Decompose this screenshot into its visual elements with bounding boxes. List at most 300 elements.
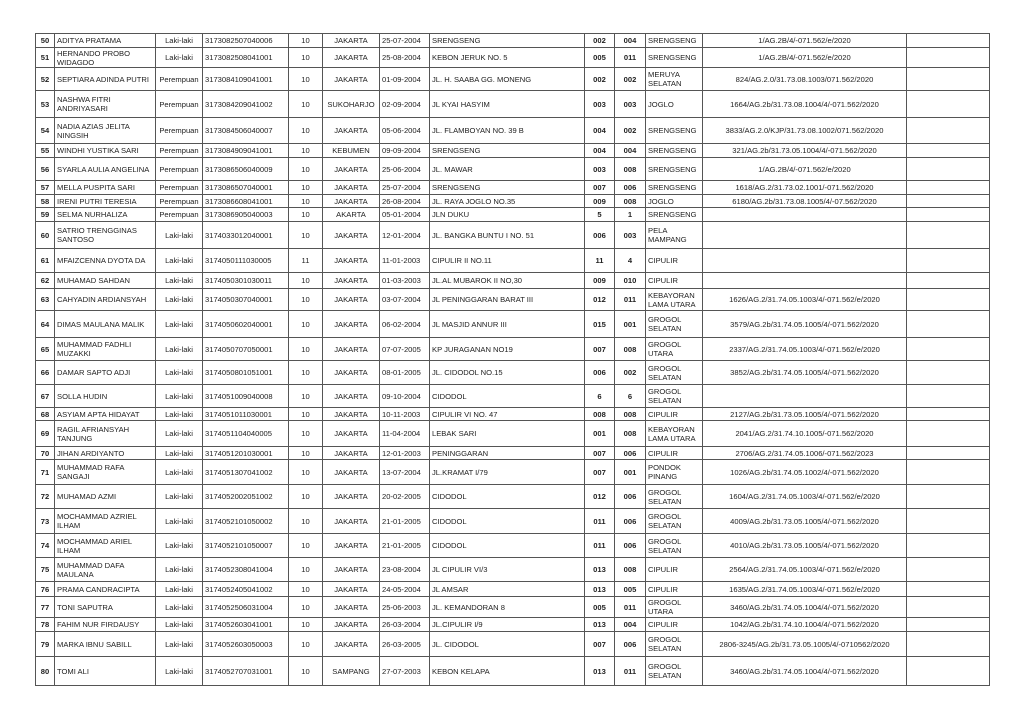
cell-nik: 3174050801051001: [203, 361, 289, 385]
cell-document-number: [703, 273, 907, 289]
cell-birth-place: JAKARTA: [323, 338, 380, 361]
cell-row-number: 58: [36, 195, 55, 208]
cell-birth-date: 01-03-2003: [380, 273, 430, 289]
cell-notes: [907, 195, 990, 208]
cell-gender: Laki-laki: [156, 34, 203, 48]
cell-birth-date: 09-10-2004: [380, 385, 430, 408]
cell-kelurahan: GROGOL SELATAN: [646, 385, 703, 408]
cell-row-number: 65: [36, 338, 55, 361]
cell-kelurahan: SRENGSENG: [646, 144, 703, 158]
cell-grade: 10: [289, 158, 323, 181]
cell-document-number: 1635/AG.2/31.74.05.1003/4/-071.562/e/2020: [703, 582, 907, 597]
cell-rt: 007: [585, 632, 615, 657]
cell-birth-place: JAKARTA: [323, 158, 380, 181]
cell-rw: 003: [615, 222, 646, 249]
cell-birth-place: JAKARTA: [323, 385, 380, 408]
cell-gender: Perempuan: [156, 91, 203, 118]
cell-birth-place: JAKARTA: [323, 118, 380, 144]
cell-row-number: 54: [36, 118, 55, 144]
cell-document-number: 3833/AG.2.0/KJP/31.73.08.1002/071.562/2020: [703, 118, 907, 144]
table-row: [36, 408, 990, 421]
table-row: [36, 485, 990, 509]
cell-grade: 10: [289, 273, 323, 289]
cell-document-number: 321/AG.2b/31.73.05.1004/4/-071.562/2020: [703, 144, 907, 158]
cell-row-number: 79: [36, 632, 55, 657]
cell-row-number: 59: [36, 208, 55, 222]
cell-nik: 3173084506040007: [203, 118, 289, 144]
cell-document-number: 6180/AG.2b/31.73.08.1005/4/-07.562/2020: [703, 195, 907, 208]
cell-address: JL. BANGKA BUNTU I NO. 51: [430, 222, 585, 249]
cell-kelurahan: SRENGSENG: [646, 158, 703, 181]
cell-row-number: 77: [36, 597, 55, 618]
cell-rw: 004: [615, 144, 646, 158]
cell-birth-date: 12-01-2004: [380, 222, 430, 249]
table-row: [36, 68, 990, 91]
cell-kelurahan: KEBAYORAN LAMA UTARA: [646, 421, 703, 447]
cell-address: JL.AL MUBAROK II NO,30: [430, 273, 585, 289]
cell-gender: Perempuan: [156, 195, 203, 208]
cell-row-number: 52: [36, 68, 55, 91]
cell-birth-date: 13-07-2004: [380, 460, 430, 485]
cell-address: JL CIPULIR VI/3: [430, 558, 585, 582]
cell-nik: 3173086608041001: [203, 195, 289, 208]
cell-kelurahan: GROGOL SELATAN: [646, 509, 703, 534]
cell-student-name: MFAIZCENNA DYOTA DA: [55, 249, 156, 273]
cell-birth-place: JAKARTA: [323, 289, 380, 311]
cell-grade: 10: [289, 408, 323, 421]
cell-gender: Laki-laki: [156, 657, 203, 686]
cell-birth-place: JAKARTA: [323, 582, 380, 597]
cell-gender: Perempuan: [156, 68, 203, 91]
cell-address: SRENGSENG: [430, 144, 585, 158]
cell-gender: Laki-laki: [156, 48, 203, 68]
cell-row-number: 68: [36, 408, 55, 421]
cell-grade: 10: [289, 460, 323, 485]
cell-row-number: 56: [36, 158, 55, 181]
cell-rt: 6: [585, 385, 615, 408]
cell-kelurahan: CIPULIR: [646, 618, 703, 632]
cell-grade: 10: [289, 34, 323, 48]
cell-address: JL. CIDODOL NO.15: [430, 361, 585, 385]
cell-notes: [907, 222, 990, 249]
cell-rt: 003: [585, 91, 615, 118]
cell-birth-date: 10-11-2003: [380, 408, 430, 421]
cell-gender: Laki-laki: [156, 421, 203, 447]
cell-row-number: 78: [36, 618, 55, 632]
cell-notes: [907, 158, 990, 181]
cell-gender: Perempuan: [156, 181, 203, 195]
cell-notes: [907, 91, 990, 118]
cell-birth-place: JAKARTA: [323, 509, 380, 534]
cell-address: JL.KRAMAT I/79: [430, 460, 585, 485]
cell-grade: 10: [289, 338, 323, 361]
cell-gender: Perempuan: [156, 144, 203, 158]
cell-document-number: [703, 249, 907, 273]
cell-birth-place: JAKARTA: [323, 632, 380, 657]
cell-rt: 001: [585, 421, 615, 447]
cell-notes: [907, 597, 990, 618]
cell-document-number: [703, 385, 907, 408]
cell-rw: 006: [615, 632, 646, 657]
cell-grade: 10: [289, 208, 323, 222]
cell-birth-place: JAKARTA: [323, 618, 380, 632]
cell-birth-date: 01-09-2004: [380, 68, 430, 91]
cell-address: KEBON KELAPA: [430, 657, 585, 686]
cell-kelurahan: CIPULIR: [646, 273, 703, 289]
cell-document-number: 1/AG.2B/4/-071.562/e/2020: [703, 48, 907, 68]
cell-rw: 008: [615, 558, 646, 582]
cell-kelurahan: CIPULIR: [646, 447, 703, 460]
table-row: [36, 34, 990, 48]
cell-rw: 002: [615, 68, 646, 91]
cell-birth-place: JAKARTA: [323, 68, 380, 91]
cell-birth-date: 26-03-2004: [380, 618, 430, 632]
cell-rw: 002: [615, 118, 646, 144]
cell-rw: 001: [615, 460, 646, 485]
cell-document-number: 3460/AG.2b/31.74.05.1004/4/-071.562/2020: [703, 657, 907, 686]
cell-address: PENINGGARAN: [430, 447, 585, 460]
cell-document-number: 1/AG.2B/4/-071.562/e/2020: [703, 34, 907, 48]
cell-document-number: 1042/AG.2b/31.74.10.1004/4/-071.562/2020: [703, 618, 907, 632]
cell-kelurahan: SRENGSENG: [646, 208, 703, 222]
cell-rw: 6: [615, 385, 646, 408]
cell-birth-place: AKARTA: [323, 208, 380, 222]
cell-rt: 015: [585, 311, 615, 338]
table-row: [36, 597, 990, 618]
cell-nik: 3174051009040008: [203, 385, 289, 408]
cell-notes: [907, 558, 990, 582]
cell-document-number: 4009/AG.2b/31.73.05.1005/4/-071.562/2020: [703, 509, 907, 534]
cell-kelurahan: SRENGSENG: [646, 34, 703, 48]
cell-kelurahan: CIPULIR: [646, 582, 703, 597]
cell-grade: 10: [289, 421, 323, 447]
cell-gender: Laki-laki: [156, 618, 203, 632]
cell-notes: [907, 273, 990, 289]
cell-kelurahan: CIPULIR: [646, 558, 703, 582]
cell-address: CIDODOL: [430, 534, 585, 558]
cell-student-name: MUHAMAD SAHDAN: [55, 273, 156, 289]
cell-birth-place: JAKARTA: [323, 534, 380, 558]
cell-kelurahan: GROGOL SELATAN: [646, 534, 703, 558]
cell-student-name: HERNANDO PROBO WIDAGDO: [55, 48, 156, 68]
cell-row-number: 50: [36, 34, 55, 48]
cell-birth-date: 26-08-2004: [380, 195, 430, 208]
cell-nik: 3174050301030011: [203, 273, 289, 289]
cell-student-name: MOCHAMMAD ARIEL ILHAM: [55, 534, 156, 558]
cell-kelurahan: GROGOL SELATAN: [646, 311, 703, 338]
cell-grade: 10: [289, 91, 323, 118]
cell-rt: 013: [585, 657, 615, 686]
cell-kelurahan: GROGOL UTARA: [646, 338, 703, 361]
cell-row-number: 66: [36, 361, 55, 385]
cell-rt: 009: [585, 273, 615, 289]
cell-gender: Laki-laki: [156, 509, 203, 534]
table-row: [36, 289, 990, 311]
cell-row-number: 60: [36, 222, 55, 249]
cell-document-number: 3579/AG.2b/31.74.05.1005/4/-071.562/2020: [703, 311, 907, 338]
cell-nik: 3173084209041002: [203, 91, 289, 118]
cell-student-name: MARKA IBNU SABILL: [55, 632, 156, 657]
table-row: [36, 421, 990, 447]
cell-row-number: 53: [36, 91, 55, 118]
cell-notes: [907, 485, 990, 509]
cell-rw: 010: [615, 273, 646, 289]
cell-rt: 002: [585, 34, 615, 48]
cell-student-name: ADITYA PRATAMA: [55, 34, 156, 48]
cell-birth-date: 05-06-2004: [380, 118, 430, 144]
cell-nik: 3173084909041001: [203, 144, 289, 158]
cell-gender: Laki-laki: [156, 222, 203, 249]
cell-row-number: 69: [36, 421, 55, 447]
cell-rt: 002: [585, 68, 615, 91]
cell-address: JL. CIDODOL: [430, 632, 585, 657]
cell-grade: 10: [289, 447, 323, 460]
cell-address: JL MASJID ANNUR III: [430, 311, 585, 338]
cell-address: CIPULIR II NO.11: [430, 249, 585, 273]
cell-student-name: SEPTIARA ADINDA PUTRI: [55, 68, 156, 91]
cell-row-number: 67: [36, 385, 55, 408]
cell-birth-place: JAKARTA: [323, 421, 380, 447]
table-row: [36, 460, 990, 485]
cell-rw: 011: [615, 48, 646, 68]
cell-row-number: 75: [36, 558, 55, 582]
cell-birth-date: 06-02-2004: [380, 311, 430, 338]
cell-notes: [907, 118, 990, 144]
cell-birth-place: JAKARTA: [323, 195, 380, 208]
cell-row-number: 57: [36, 181, 55, 195]
cell-notes: [907, 618, 990, 632]
cell-row-number: 72: [36, 485, 55, 509]
cell-birth-date: 21-01-2005: [380, 534, 430, 558]
cell-nik: 3173086905040003: [203, 208, 289, 222]
cell-grade: 10: [289, 361, 323, 385]
cell-kelurahan: GROGOL SELATAN: [646, 657, 703, 686]
cell-student-name: SATRIO TRENGGINAS SANTOSO: [55, 222, 156, 249]
table-row: [36, 657, 990, 686]
cell-address: JL PENINGGARAN BARAT III: [430, 289, 585, 311]
cell-notes: [907, 385, 990, 408]
cell-gender: Perempuan: [156, 118, 203, 144]
cell-row-number: 74: [36, 534, 55, 558]
cell-rw: 002: [615, 361, 646, 385]
cell-rw: 008: [615, 158, 646, 181]
cell-student-name: CAHYADIN ARDIANSYAH: [55, 289, 156, 311]
cell-student-name: WINDHI YUSTIKA SARI: [55, 144, 156, 158]
cell-kelurahan: CIPULIR: [646, 408, 703, 421]
cell-rw: 005: [615, 582, 646, 597]
cell-notes: [907, 582, 990, 597]
cell-document-number: 2806-3245/AG.2b/31.73.05.1005/4/-0710562/2020: [703, 632, 907, 657]
cell-student-name: SOLLA HUDIN: [55, 385, 156, 408]
cell-grade: 10: [289, 195, 323, 208]
cell-address: CIPULIR VI NO. 47: [430, 408, 585, 421]
cell-birth-place: JAKARTA: [323, 48, 380, 68]
cell-birth-date: 20-02-2005: [380, 485, 430, 509]
table-row: [36, 385, 990, 408]
cell-grade: 10: [289, 68, 323, 91]
cell-birth-place: JAKARTA: [323, 408, 380, 421]
table-row: [36, 158, 990, 181]
cell-nik: 3174052308041004: [203, 558, 289, 582]
cell-notes: [907, 509, 990, 534]
cell-rw: 011: [615, 597, 646, 618]
cell-nik: 3173086506040009: [203, 158, 289, 181]
cell-gender: Perempuan: [156, 208, 203, 222]
cell-kelurahan: MERUYA SELATAN: [646, 68, 703, 91]
cell-grade: 10: [289, 534, 323, 558]
cell-birth-place: SAMPANG: [323, 657, 380, 686]
cell-address: JLN DUKU: [430, 208, 585, 222]
cell-address: KP JURAGANAN NO19: [430, 338, 585, 361]
cell-document-number: 1626/AG.2/31.74.05.1003/4/-071.562/e/2020: [703, 289, 907, 311]
cell-notes: [907, 48, 990, 68]
cell-kelurahan: GROGOL SELATAN: [646, 361, 703, 385]
cell-birth-place: JAKARTA: [323, 249, 380, 273]
cell-notes: [907, 632, 990, 657]
cell-grade: 10: [289, 597, 323, 618]
cell-gender: Laki-laki: [156, 460, 203, 485]
cell-rt: 006: [585, 222, 615, 249]
cell-address: JL AMSAR: [430, 582, 585, 597]
cell-nik: 3174050707050001: [203, 338, 289, 361]
cell-address: JL. H. SAABA GG. MONENG: [430, 68, 585, 91]
cell-row-number: 76: [36, 582, 55, 597]
cell-rt: 012: [585, 485, 615, 509]
table-row: [36, 249, 990, 273]
cell-nik: 3174050307040001: [203, 289, 289, 311]
table-row: [36, 195, 990, 208]
cell-address: CIDODOL: [430, 385, 585, 408]
cell-row-number: 64: [36, 311, 55, 338]
cell-kelurahan: PELA MAMPANG: [646, 222, 703, 249]
cell-grade: 11: [289, 249, 323, 273]
cell-rt: 013: [585, 558, 615, 582]
cell-document-number: 2564/AG.2/31.74.05.1003/4/-071.562/e/2020: [703, 558, 907, 582]
cell-student-name: MUHAMMAD RAFA SANGAJI: [55, 460, 156, 485]
cell-rt: 008: [585, 408, 615, 421]
cell-nik: 3173084109041001: [203, 68, 289, 91]
cell-student-name: MELLA PUSPITA SARI: [55, 181, 156, 195]
cell-row-number: 63: [36, 289, 55, 311]
cell-notes: [907, 338, 990, 361]
cell-row-number: 51: [36, 48, 55, 68]
cell-birth-date: 21-01-2005: [380, 509, 430, 534]
cell-document-number: 3460/AG.2b/31.74.05.1004/4/-071.562/2020: [703, 597, 907, 618]
cell-gender: Laki-laki: [156, 597, 203, 618]
cell-rw: 001: [615, 311, 646, 338]
cell-nik: 3173082508041001: [203, 48, 289, 68]
cell-address: SRENGSENG: [430, 181, 585, 195]
cell-birth-place: JAKARTA: [323, 597, 380, 618]
cell-student-name: JIHAN ARDIYANTO: [55, 447, 156, 460]
cell-rw: 006: [615, 447, 646, 460]
table-row: [36, 338, 990, 361]
cell-birth-place: JAKARTA: [323, 485, 380, 509]
cell-kelurahan: SRENGSENG: [646, 118, 703, 144]
cell-birth-place: JAKARTA: [323, 558, 380, 582]
cell-kelurahan: JOGLO: [646, 195, 703, 208]
cell-document-number: 2706/AG.2/31.74.05.1006/-071.562/2023: [703, 447, 907, 460]
cell-document-number: 1/AG.2B/4/-071.562/e/2020: [703, 158, 907, 181]
cell-rw: 011: [615, 289, 646, 311]
cell-notes: [907, 289, 990, 311]
cell-kelurahan: GROGOL SELATAN: [646, 632, 703, 657]
cell-document-number: 1618/AG.2/31.73.02.1001/-071.562/2020: [703, 181, 907, 195]
table-row: [36, 181, 990, 195]
cell-grade: 10: [289, 311, 323, 338]
cell-student-name: ASYIAM APTA HIDAYAT: [55, 408, 156, 421]
cell-document-number: 1026/AG.2b/31.74.05.1002/4/-071.562/2020: [703, 460, 907, 485]
cell-birth-place: KEBUMEN: [323, 144, 380, 158]
cell-rt: 005: [585, 48, 615, 68]
cell-gender: Laki-laki: [156, 361, 203, 385]
cell-nik: 3173082507040006: [203, 34, 289, 48]
cell-rw: 006: [615, 181, 646, 195]
cell-address: JL. RAYA JOGLO NO.35: [430, 195, 585, 208]
cell-document-number: [703, 208, 907, 222]
cell-rw: 003: [615, 91, 646, 118]
cell-document-number: 824/AG.2.0/31.73.08.1003/071.562/2020: [703, 68, 907, 91]
cell-birth-date: 24-05-2004: [380, 582, 430, 597]
cell-birth-date: 09-09-2004: [380, 144, 430, 158]
cell-notes: [907, 144, 990, 158]
cell-notes: [907, 534, 990, 558]
cell-student-name: SYARLA AULIA ANGELINA: [55, 158, 156, 181]
cell-row-number: 71: [36, 460, 55, 485]
table-row: [36, 208, 990, 222]
cell-student-name: TONI SAPUTRA: [55, 597, 156, 618]
cell-kelurahan: SRENGSENG: [646, 181, 703, 195]
table-row: [36, 632, 990, 657]
cell-student-name: DAMAR SAPTO ADJI: [55, 361, 156, 385]
cell-birth-place: JAKARTA: [323, 273, 380, 289]
cell-document-number: 1664/AG.2b/31.73.08.1004/4/-071.562/2020: [703, 91, 907, 118]
cell-notes: [907, 34, 990, 48]
table-body: [36, 34, 990, 686]
cell-row-number: 70: [36, 447, 55, 460]
cell-grade: 10: [289, 181, 323, 195]
cell-document-number: 2337/AG.2/31.74.05.1003/4/-071.562/e/2020: [703, 338, 907, 361]
cell-nik: 3174052603041001: [203, 618, 289, 632]
cell-birth-date: 25-06-2003: [380, 597, 430, 618]
cell-student-name: RAGIL AFRIANSYAH TANJUNG: [55, 421, 156, 447]
table-row: [36, 618, 990, 632]
cell-rt: 009: [585, 195, 615, 208]
cell-gender: Laki-laki: [156, 249, 203, 273]
cell-grade: 10: [289, 385, 323, 408]
table-row: [36, 582, 990, 597]
table-row: [36, 311, 990, 338]
cell-rw: 004: [615, 34, 646, 48]
cell-rw: 004: [615, 618, 646, 632]
cell-gender: Perempuan: [156, 158, 203, 181]
cell-rw: 008: [615, 338, 646, 361]
cell-rw: 006: [615, 534, 646, 558]
table-row: [36, 118, 990, 144]
cell-student-name: TOMI ALI: [55, 657, 156, 686]
cell-address: KEBON JERUK NO. 5: [430, 48, 585, 68]
cell-birth-date: 08-01-2005: [380, 361, 430, 385]
cell-grade: 10: [289, 582, 323, 597]
cell-gender: Laki-laki: [156, 311, 203, 338]
cell-gender: Laki-laki: [156, 632, 203, 657]
cell-rw: 008: [615, 408, 646, 421]
cell-nik: 3174052405041002: [203, 582, 289, 597]
cell-student-name: NADIA AZIAS JELITA NINGSIH: [55, 118, 156, 144]
cell-notes: [907, 181, 990, 195]
cell-row-number: 55: [36, 144, 55, 158]
cell-document-number: [703, 222, 907, 249]
